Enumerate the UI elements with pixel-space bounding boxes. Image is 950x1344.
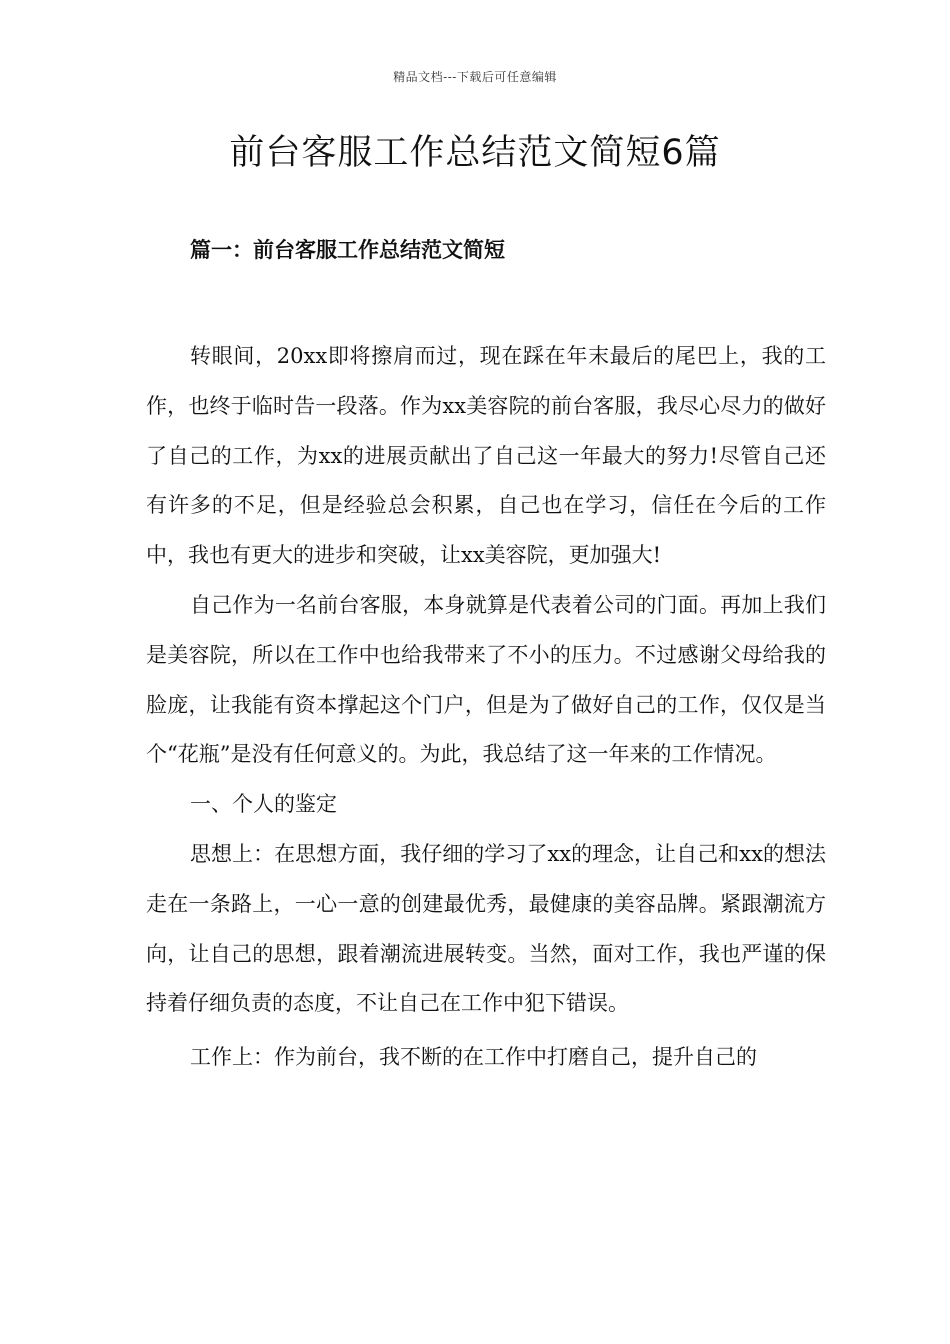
section-heading: 篇一：前台客服工作总结范文简短 xyxy=(190,237,505,262)
header-note: 精品文档---下载后可任意编辑 xyxy=(393,70,557,84)
paragraph-intro: 转眼间，20xx即将擦肩而过，现在踩在年末最后的尾巴上，我的工作，也终于临时告一段落。作为xx美容院的前台客服，我尽心尽力的做好了自己的工作，为xx的进展贡献出了自己这一年最大的努力!尽管自己还有许多的不足，但是经验总会积累，自己也在学习，信任在今后的工作中，我也有更大的进步和突破，让xx美容院，更加强大! xyxy=(146,344,826,568)
paragraph-thinking: 思想上：在思想方面，我仔细的学习了xx的理念，让自己和xx的想法走在一条路上，一心一意的创建最优秀，最健康的美容品牌。紧跟潮流方向，让自己的思想，跟着潮流进展转变。当然，面对工作，我也严谨的保持着仔细负责的态度，不让自己在工作中犯下错误。 xyxy=(146,841,826,1016)
document-title: 前台客服工作总结范文简短6篇 xyxy=(229,133,721,173)
paragraph-work: 工作上：作为前台，我不断的在工作中打磨自己，提升自己的 xyxy=(190,1045,757,1070)
body-text xyxy=(146,332,826,1083)
paragraph-role: 自己作为一名前台客服，本身就算是代表着公司的门面。再加上我们是美容院，所以在工作中也给我带来了不小的压力。不过感谢父母给我的脸庞，让我能有资本撑起这个门户，但是为了做好自己的工作，仅仅是当个“花瓶”是没有任何意义的。为此，我总结了这一年来的工作情况。 xyxy=(146,592,826,767)
subheading-personal-review: 一、个人的鉴定 xyxy=(190,792,337,817)
